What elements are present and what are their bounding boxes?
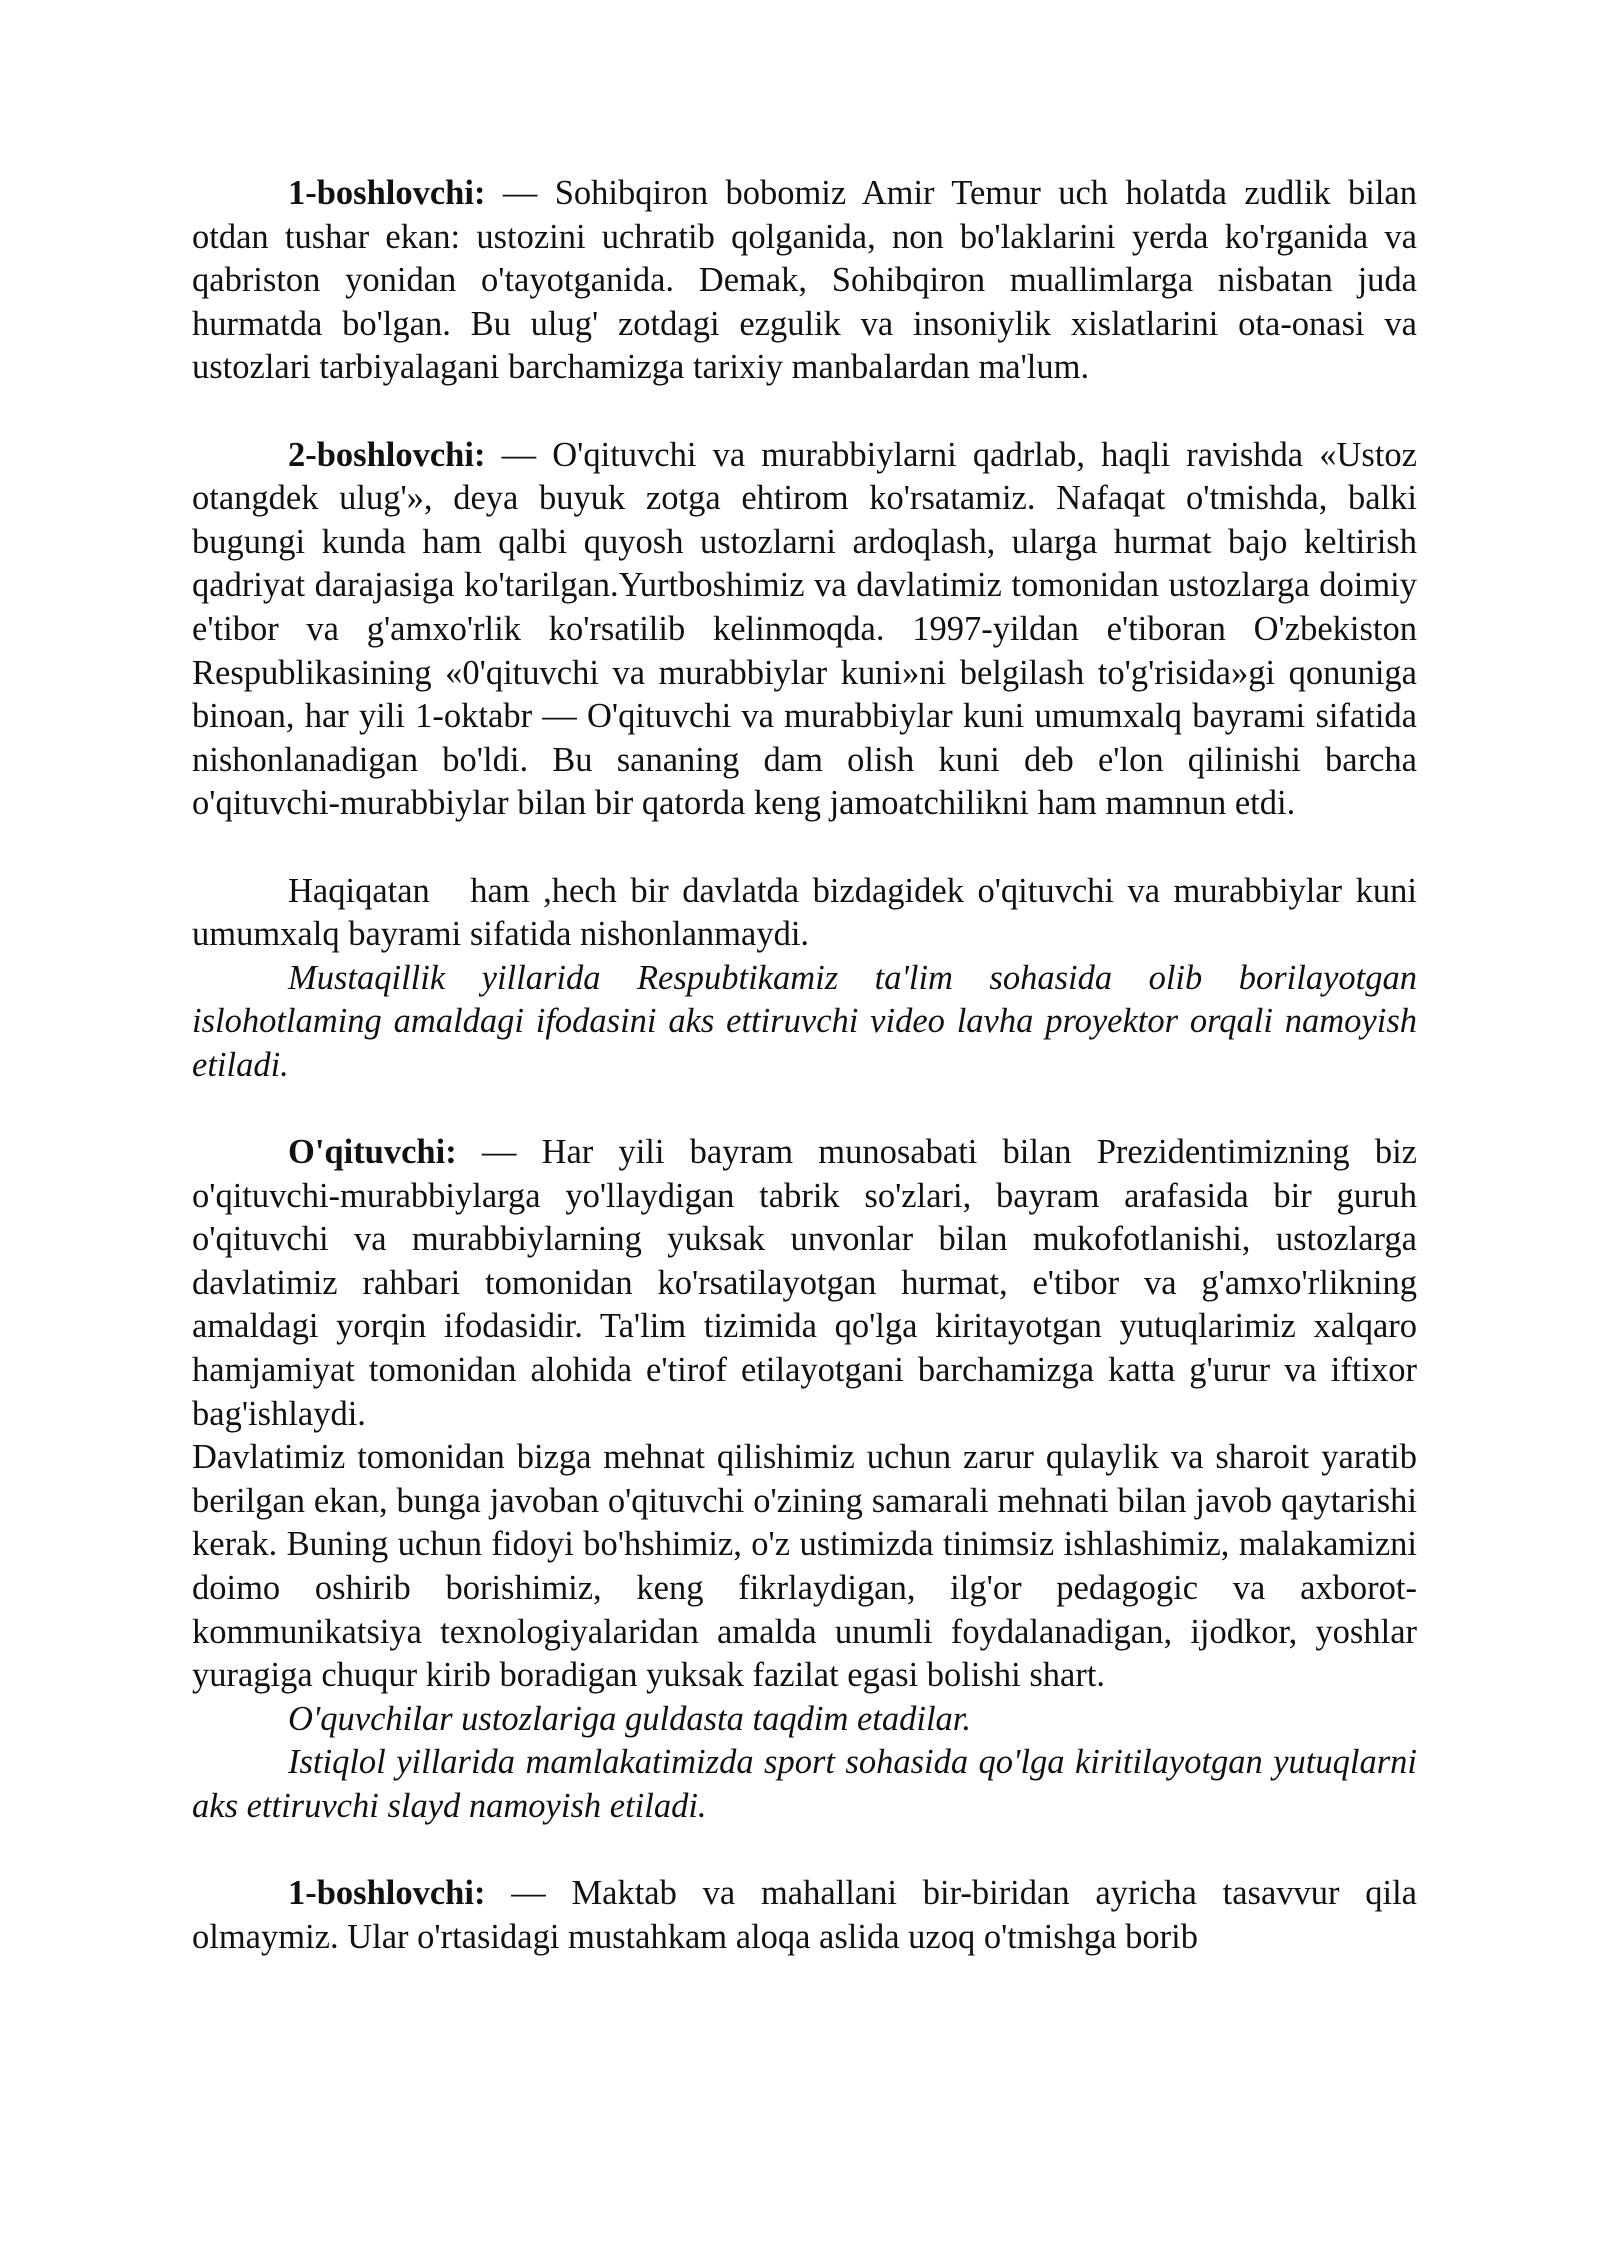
paragraph-text: Haqiqatan ham ,hech bir davlatda bizdagidek o'qituvchi va murabbiylar kuni umumxalq bayrami sifatida nishonlanmaydi.	[192, 871, 1426, 954]
paragraph-ustoz	[192, 434, 1417, 826]
paragraph-spacer	[192, 826, 1417, 870]
stage-direction-text: Istiqlol yillarida mamlakatimizda sport sohasida qo'lga kiritilayotgan yutuqlarni aks ettiruvchi slayd namoyish etiladi.	[192, 1743, 1417, 1825]
stage-direction-text: Mustaqillik yillarida Respubtikamiz ta'lim sohasida olib borilayotgan islohotlaming amaldagi ifodasini aks ettiruvchi video lavha proyektor orqali namoyish etiladi.	[192, 958, 1417, 1084]
speaker-label: 2-boshlovchi:	[288, 435, 486, 474]
stage-direction-guldasta	[192, 1698, 1417, 1742]
document-page	[192, 172, 1426, 1959]
paragraph-oqituvchi	[192, 1131, 1417, 1436]
speaker-label: 1-boshlovchi:	[288, 1874, 486, 1913]
paragraph-haqiqatan	[192, 870, 1426, 957]
paragraph-davlatimiz	[192, 1436, 1417, 1698]
paragraph-text: — Maktab va mahallani bir-biridan ayricha tasavvur qila olmaymiz. Ular o'rtasidagi mustahkam aloqa aslida uzoq o'tmishga borib	[192, 1874, 1417, 1956]
paragraph-text: — Har yili bayram munosabati bilan Prezidentimizning biz o'qituvchi-murabbiylarga yo'llaydigan tabrik so'zlari, bayram arafasida bir guruh o'qituvchi va murabbiylarning yuksak unvonlar bilan mukofotlanishi, ustozlarga davlatimiz rahbari tomonidan ko'rsatilayotgan hurmat, e'tibor va g'amxo'rlikning amaldagi yorqin ifodasidir. Ta'lim tizimida qo'lga kiritayotgan yutuqlarimiz xalqaro hamjamiyat tomonidan alohida e'tirof etilayotgani barchamizga katta g'urur va iftixor bag'ishlaydi.	[192, 1133, 1417, 1433]
paragraph-text: — O'qituvchi va murabbiylarni qadrlab, haqli ravishda «Ustoz otangdek ulug'», deya buyuk zotga ehtirom ko'rsatamiz. Nafaqat o'tmishda, balki bugungi kunda ham qalbi quyosh ustozlarni ardoqlash, ularga hurmat bajo keltirish qadriyat darajasiga ko'tarilgan.Yurtboshimiz va davlatimiz tomonidan ustozlarga doimiy e'tibor va g'amxo'rlik ko'rsatilib kelinmoqda. 1997-yildan e'tiboran O'zbekiston Respublikasining «0'qituvchi va murabbiylar kuni»ni belgilash to'g'risida»gi qonuniga binoan, har yili 1-oktabr — O'qituvchi va murabbiylar kuni umumxalq bayrami sifatida nishonlanadigan bo'ldi. Bu sananing dam olish kuni deb e'lon qilinishi barcha o'qituvchi-murabbiylar bilan bir qatorda keng jamoatchilikni ham mamnun etdi.	[192, 435, 1417, 823]
paragraph-spacer	[192, 390, 1417, 434]
paragraph-spacer	[192, 1829, 1417, 1873]
paragraph-text: Davlatimiz tomonidan bizga mehnat qilishimiz uchun zarur qulaylik va sharoit yaratib berilgan ekan, bunga javoban o'qituvchi o'zining samarali mehnati bilan javob qaytarishi kerak. Buning uchun fidoyi bo'hshimiz, o'z ustimizda tinimsiz ishlashimiz, malakamizni doimo oshirib borishimiz, keng fikrlaydigan, ilg'or pedagogic va axborot-kommunikatsiya texnologiyalaridan amalda unumli foydalanadigan, ijodkor, yoshlar yuragiga chuqur kirib boradigan yuksak fazilat egasi bolishi shart.	[192, 1438, 1417, 1695]
stage-direction-slayd	[192, 1741, 1417, 1828]
paragraph-spacer	[192, 1087, 1417, 1131]
paragraph-amir-temur	[192, 172, 1417, 390]
stage-direction-video	[192, 957, 1417, 1088]
speaker-label: O'qituvchi:	[288, 1133, 457, 1172]
paragraph-maktab	[192, 1872, 1417, 1959]
stage-direction-text: O'quvchilar ustozlariga guldasta taqdim etadilar.	[288, 1699, 972, 1738]
speaker-label: 1-boshlovchi:	[288, 174, 486, 212]
paragraph-text: — Sohibqiron bobomiz Amir Temur uch holatda zudlik bilan otdan tushar ekan: ustozini uchratib qolganida, non bo'laklarini yerda ko'rganida va qabriston yonidan o'tayotganida. Demak, Sohibqiron muallimlarga nisbatan juda hurmatda bo'lgan. Bu ulug' zotdagi ezgulik va insoniylik xislatlarini ota-onasi va ustozlari tarbiyalagani barchamizga tarixiy manbalardan ma'lum.	[192, 174, 1417, 387]
